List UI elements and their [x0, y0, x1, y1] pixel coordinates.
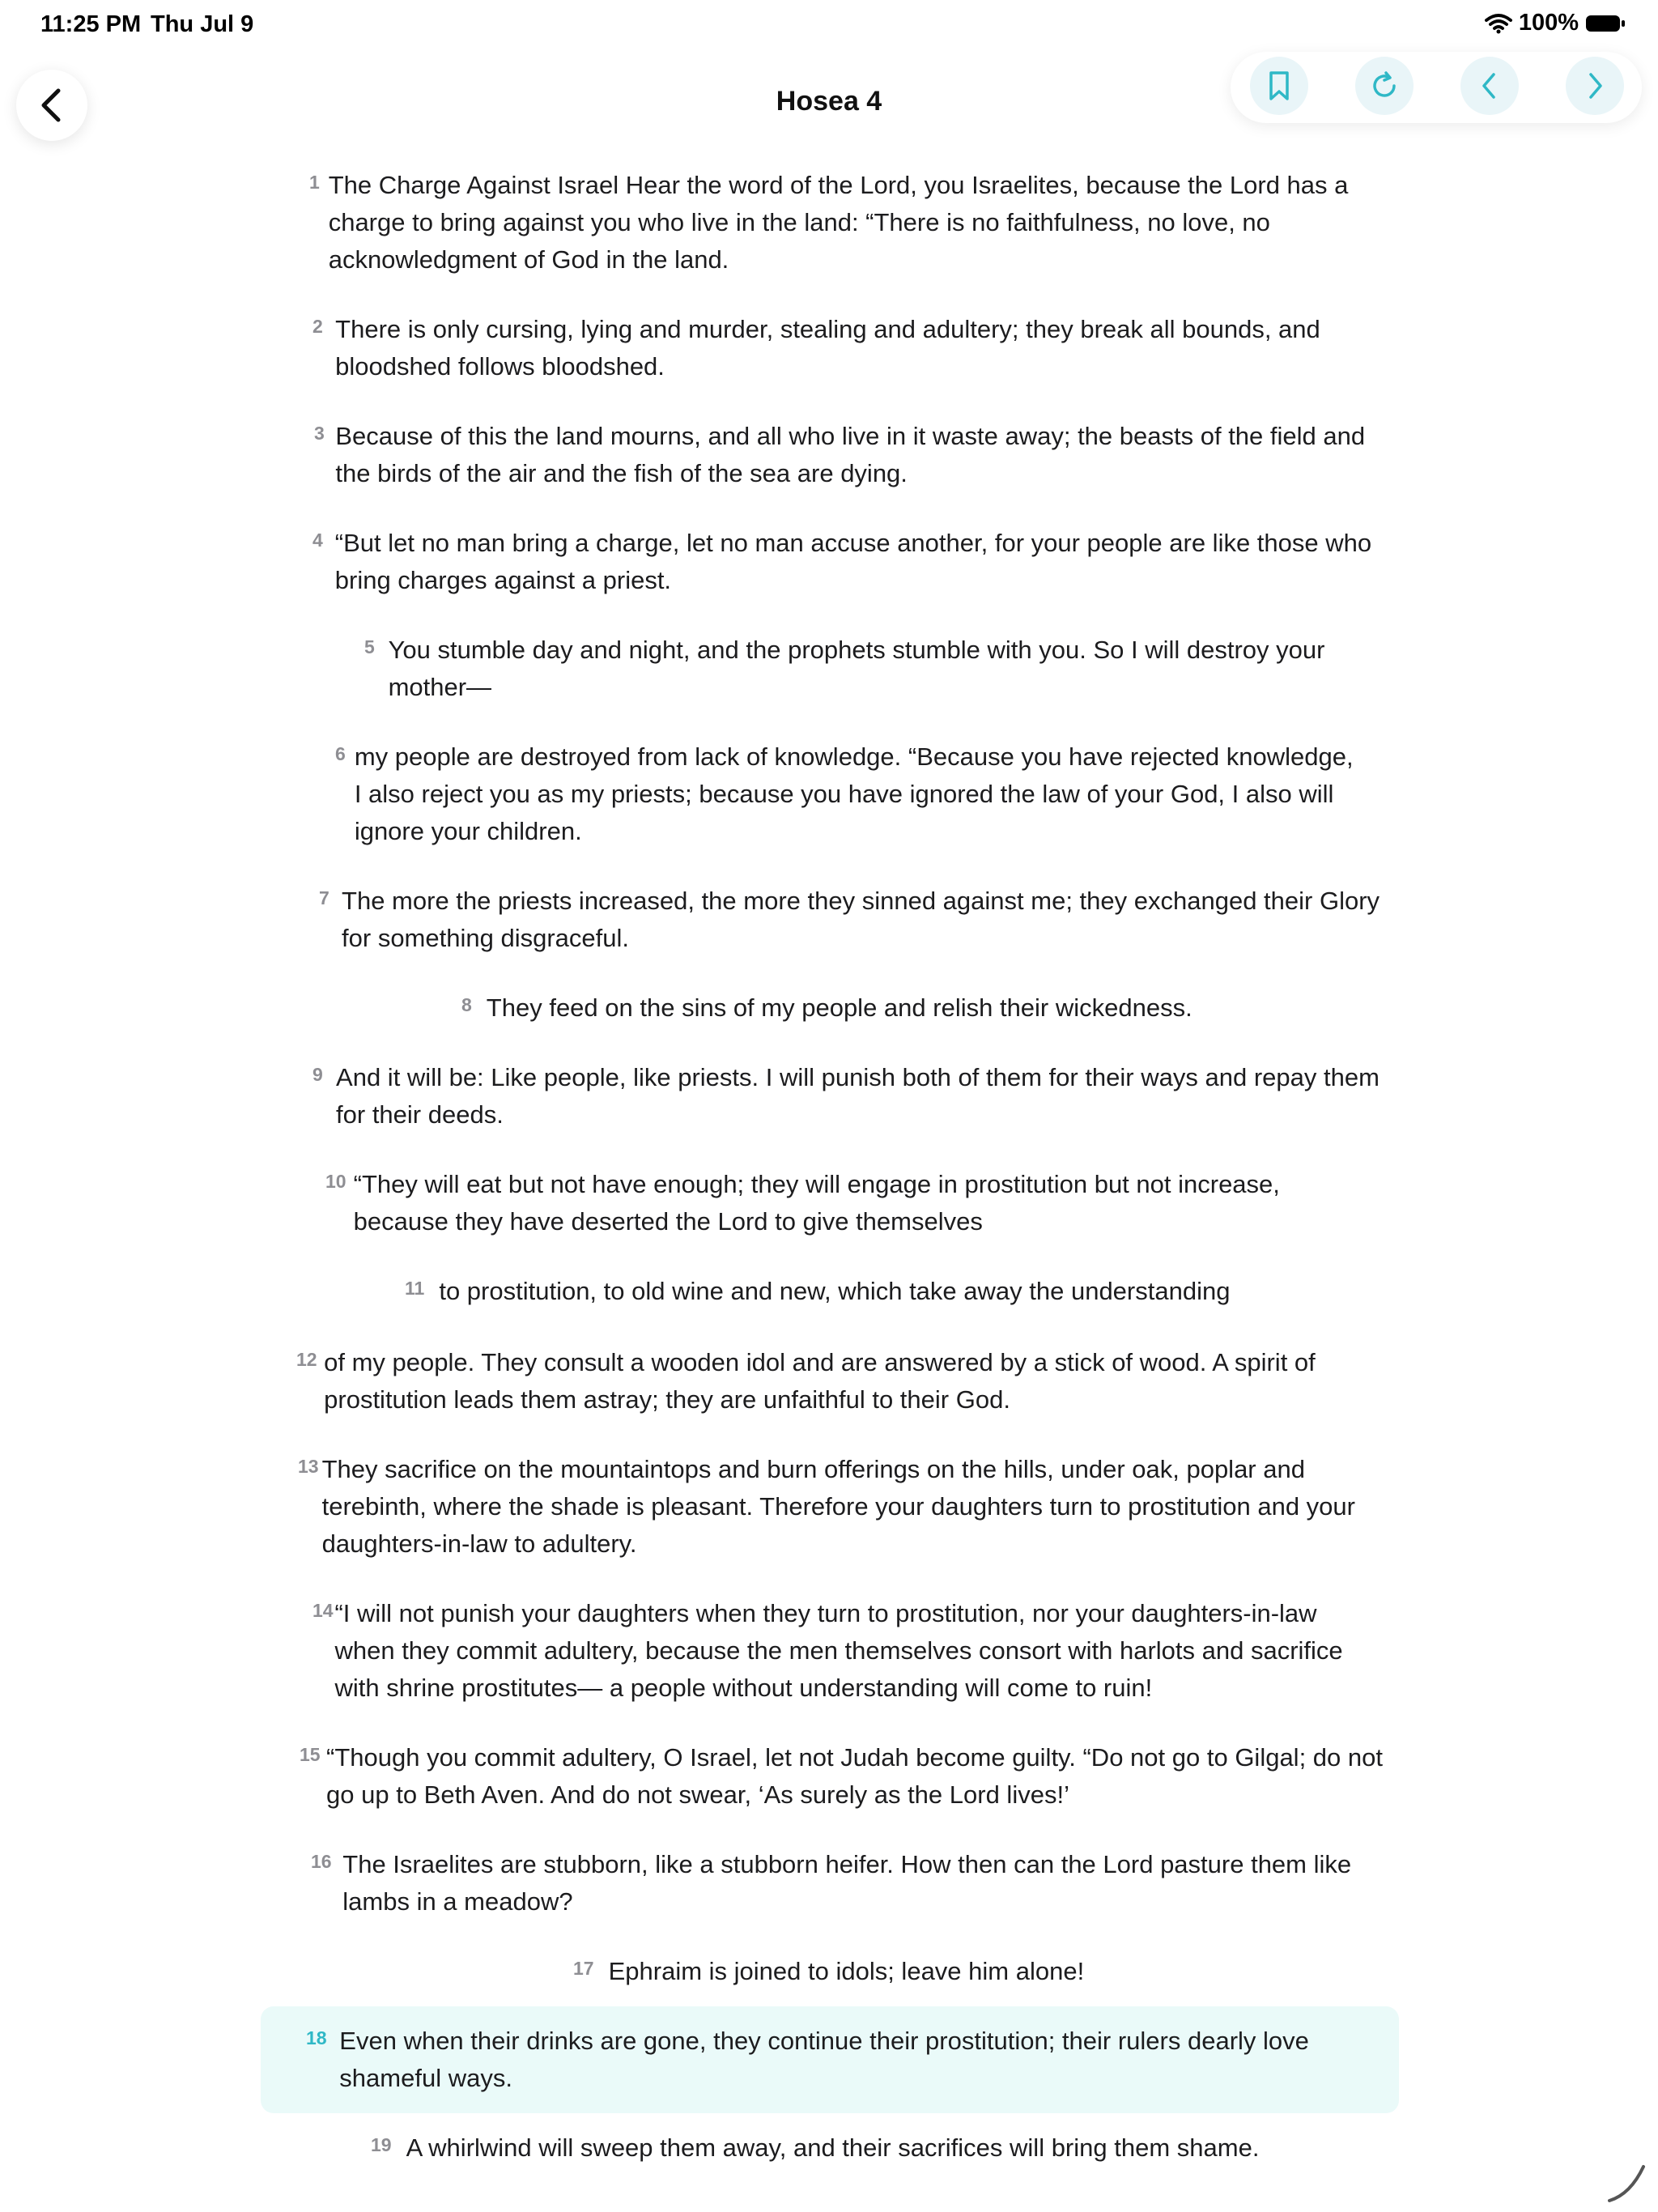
- verse-text: The more the priests increased, the more they sinned against me; they exchanged their Glory for something disgraceful.: [342, 887, 1380, 952]
- verse[interactable]: [325, 1166, 1370, 1240]
- battery-percent: 100%: [1518, 10, 1579, 36]
- verse[interactable]: [311, 1846, 1378, 1921]
- verse-number: 7: [319, 887, 329, 908]
- verse-text: You stumble day and night, and the prophets stumble with you. So I will destroy your mother—: [388, 636, 1325, 701]
- verse-text: They feed on the sins of my people and relish their wickedness.: [486, 993, 1192, 1022]
- verse-text: of my people. They consult a wooden idol and are answered by a stick of wood. A spirit of prostitution leads them astray; they are unfaithful to their God.: [324, 1348, 1316, 1414]
- scroll-indicator-icon[interactable]: [1606, 2162, 1648, 2204]
- verse-text: Because of this the land mourns, and all who live in it waste away; the beasts of the field and the birds of the air and the fish of the sea are dying.: [335, 422, 1366, 487]
- verse-text: The Charge Against Israel Hear the word of the Lord, you Israelites, because the Lord has a charge to bring against you who live in the land: “There is no faithfulness, no love, no acknowledgment of God in the land.: [328, 171, 1349, 274]
- chapter-title: Hosea 4: [776, 86, 882, 117]
- verse[interactable]: [405, 1273, 1376, 1310]
- verse-number: 18: [306, 2027, 327, 2048]
- verse-text: “They will eat but not have enough; they will engage in prostitution but not increase, because they have deserted the Lord to give themselves: [353, 1170, 1280, 1236]
- verse-text: “Though you commit adultery, O Israel, let not Judah become guilty. “Do not go to Gilgal; do not go up to Beth Aven. And do not swear, ‘As surely as the Lord lives!’: [326, 1743, 1383, 1809]
- refresh-icon: [1368, 70, 1401, 102]
- status-bar: [0, 0, 1658, 52]
- verse[interactable]: [573, 1953, 1302, 1990]
- verse[interactable]: [312, 525, 1386, 599]
- verse-number: 3: [314, 423, 325, 444]
- verse-number: 2: [312, 316, 323, 337]
- verse[interactable]: [312, 311, 1386, 385]
- verse-number: 4: [312, 530, 323, 551]
- status-indicators: [1485, 10, 1626, 36]
- verse-number: 15: [300, 1744, 321, 1765]
- verse[interactable]: [461, 989, 1352, 1027]
- chevron-right-icon: [1584, 71, 1605, 100]
- verse-number: 19: [371, 2134, 392, 2155]
- verse-text: Ephraim is joined to idols; leave him alone!: [608, 1957, 1085, 1985]
- verse-text: There is only cursing, lying and murder, stealing and adultery; they break all bounds, and bloodshed follows bloodshed.: [335, 315, 1320, 381]
- verse-text: And it will be: Like people, like priests. I will punish both of them for their ways and repay them for their deeds.: [336, 1063, 1380, 1129]
- verse[interactable]: [314, 418, 1386, 492]
- verse-text: my people are destroyed from lack of knowledge. “Because you have rejected knowledge, I also reject you as my priests; because you have ignored the law of your God, I also will ignore your children.: [354, 742, 1354, 845]
- verse[interactable]: [312, 1059, 1386, 1134]
- nav-bar: [0, 52, 1658, 162]
- verse-number: 16: [311, 1851, 332, 1872]
- verse-number: 12: [296, 1349, 317, 1370]
- status-time: 11:25 PM: [40, 11, 142, 37]
- verse[interactable]: [371, 2129, 1383, 2167]
- verse-text: The Israelites are stubborn, like a stubborn heifer. How then can the Lord pasture them like lambs in a meadow?: [342, 1850, 1352, 1916]
- verse-number: 11: [405, 1278, 425, 1299]
- verse-number: 1: [309, 172, 320, 193]
- verse-text: to prostitution, to old wine and new, which take away the understanding: [439, 1277, 1231, 1305]
- verse[interactable]: [300, 1739, 1386, 1814]
- verse[interactable]: [296, 1344, 1386, 1419]
- verse-text: Even when their drinks are gone, they continue their prostitution; their rulers dearly love shameful ways.: [339, 2027, 1309, 2092]
- verse-text: “But let no man bring a charge, let no man accuse another, for your people are like those who bring charges against a priest.: [334, 529, 1372, 594]
- verse-number: 9: [312, 1064, 323, 1085]
- verse-number: 10: [325, 1171, 346, 1192]
- battery-icon: [1585, 14, 1626, 33]
- verse-number: 6: [335, 743, 346, 764]
- previous-chapter-button[interactable]: [1460, 57, 1519, 115]
- bookmark-button[interactable]: [1250, 57, 1308, 115]
- verse-number: 17: [573, 1958, 594, 1979]
- verse-text: A whirlwind will sweep them away, and their sacrifices will bring them shame.: [406, 2133, 1260, 2162]
- verse-text: “I will not punish your daughters when they turn to prostitution, nor your daughters-in-law when they commit adultery, because the men themselves consort with harlots and sacrifice with shrine prostitutes— a people without understanding will come to ruin!: [334, 1599, 1343, 1702]
- bookmark-icon: [1268, 70, 1290, 101]
- verse[interactable]: [312, 1595, 1378, 1707]
- verse-number: 14: [312, 1600, 334, 1621]
- verse[interactable]: [309, 167, 1386, 279]
- verse[interactable]: [335, 738, 1363, 850]
- refresh-button[interactable]: [1355, 57, 1414, 115]
- next-chapter-button[interactable]: [1566, 57, 1624, 115]
- verse[interactable]: [298, 1451, 1386, 1563]
- verse-number: 13: [298, 1456, 319, 1477]
- verse-number: 5: [364, 636, 375, 657]
- verse-highlighted[interactable]: [306, 2023, 1386, 2097]
- verse-text: They sacrifice on the mountaintops and burn offerings on the hills, under oak, poplar and terebinth, where the shade is pleasant. Therefore your daughters turn to prostitution and your daughters-in-law to adultery.: [321, 1455, 1355, 1558]
- status-date: Thu Jul 9: [151, 11, 254, 37]
- verse-number: 8: [461, 994, 472, 1015]
- wifi-icon: [1485, 13, 1512, 34]
- chevron-left-icon: [1479, 71, 1500, 100]
- verse[interactable]: [364, 632, 1336, 706]
- toolbar-actions: [1231, 52, 1642, 123]
- verse[interactable]: [319, 883, 1386, 957]
